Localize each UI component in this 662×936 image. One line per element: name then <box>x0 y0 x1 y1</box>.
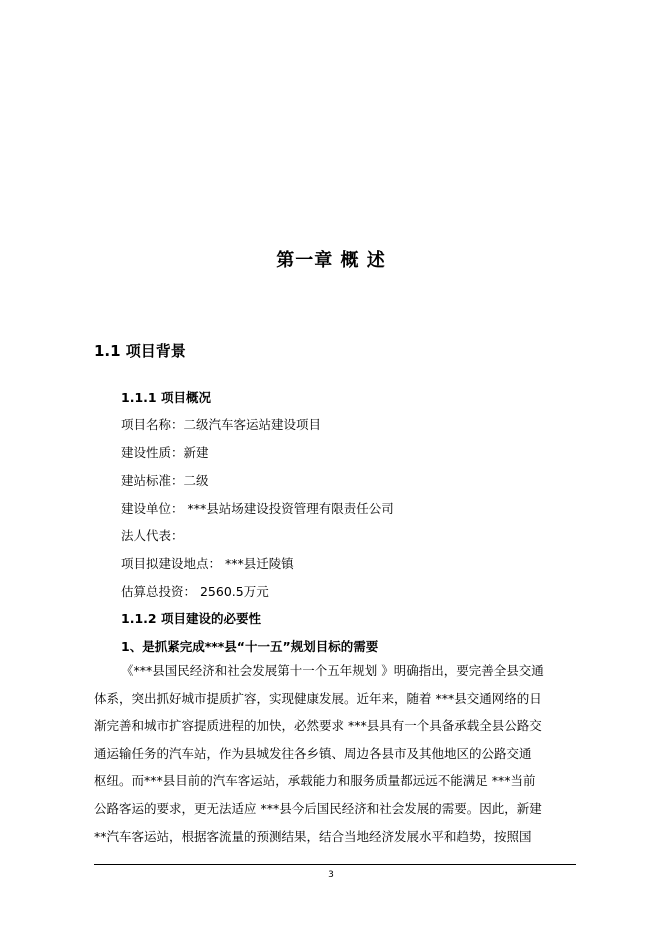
chapter-title: 第一章 概 述 <box>276 250 386 271</box>
estimated-investment-line: 估算总投资： 2560.5万元 <box>121 584 269 599</box>
site-location-line: 项目拟建设地点： ***县迁陵镇 <box>121 556 294 571</box>
necessity-point-title: 1、是抓紧完成***县“十一五”规划目标的需要 <box>121 639 379 654</box>
paragraph-line: 渐完善和城市扩容提质进程的加快，必然要求 ***县具有一个具备承载全县公路交 <box>94 718 542 734</box>
overview-heading: 1.1.1 项目概况 <box>121 390 211 405</box>
paragraph-line: 枢纽。而***县目前的汽车客运站，承载能力和服务质量都远远不能满足 ***当前 <box>94 773 536 789</box>
necessity-heading: 1.1.2 项目建设的必要性 <box>121 611 261 626</box>
project-name-line: 项目名称：二级汽车客运站建设项目 <box>121 417 322 432</box>
footer-divider <box>94 864 576 865</box>
paragraph-line: 公路客运的要求，更无法适应 ***县今后国民经济和社会发展的需要。因此，新建 <box>94 800 542 816</box>
construction-nature-line: 建设性质：新建 <box>121 445 209 460</box>
legal-representative-line: 法人代表： <box>121 528 184 543</box>
paragraph-line: **汽车客运站，根据客流量的预测结果，结合当地经济发展水平和趋势，按照国 <box>94 828 532 844</box>
page-number: 3 <box>328 870 334 880</box>
paragraph-line: 体系，突出抓好城市提质扩容，实现健康发展。近年来，随着 ***县交通网络的日 <box>94 690 542 706</box>
necessity-paragraph <box>94 657 550 850</box>
section-title: 1.1 项目背景 <box>94 342 186 360</box>
construction-unit-line: 建设单位： ***县站场建设投资管理有限责任公司 <box>121 501 394 516</box>
station-standard-line: 建站标准：二级 <box>121 473 209 488</box>
paragraph-line: 《***县国民经济和社会发展第十一个五年规划 》明确指出，要完善全县交通 <box>121 663 544 678</box>
paragraph-line: 通运输任务的汽车站，作为县城发往各乡镇、周边各县市及其他地区的公路交通 <box>94 745 532 761</box>
